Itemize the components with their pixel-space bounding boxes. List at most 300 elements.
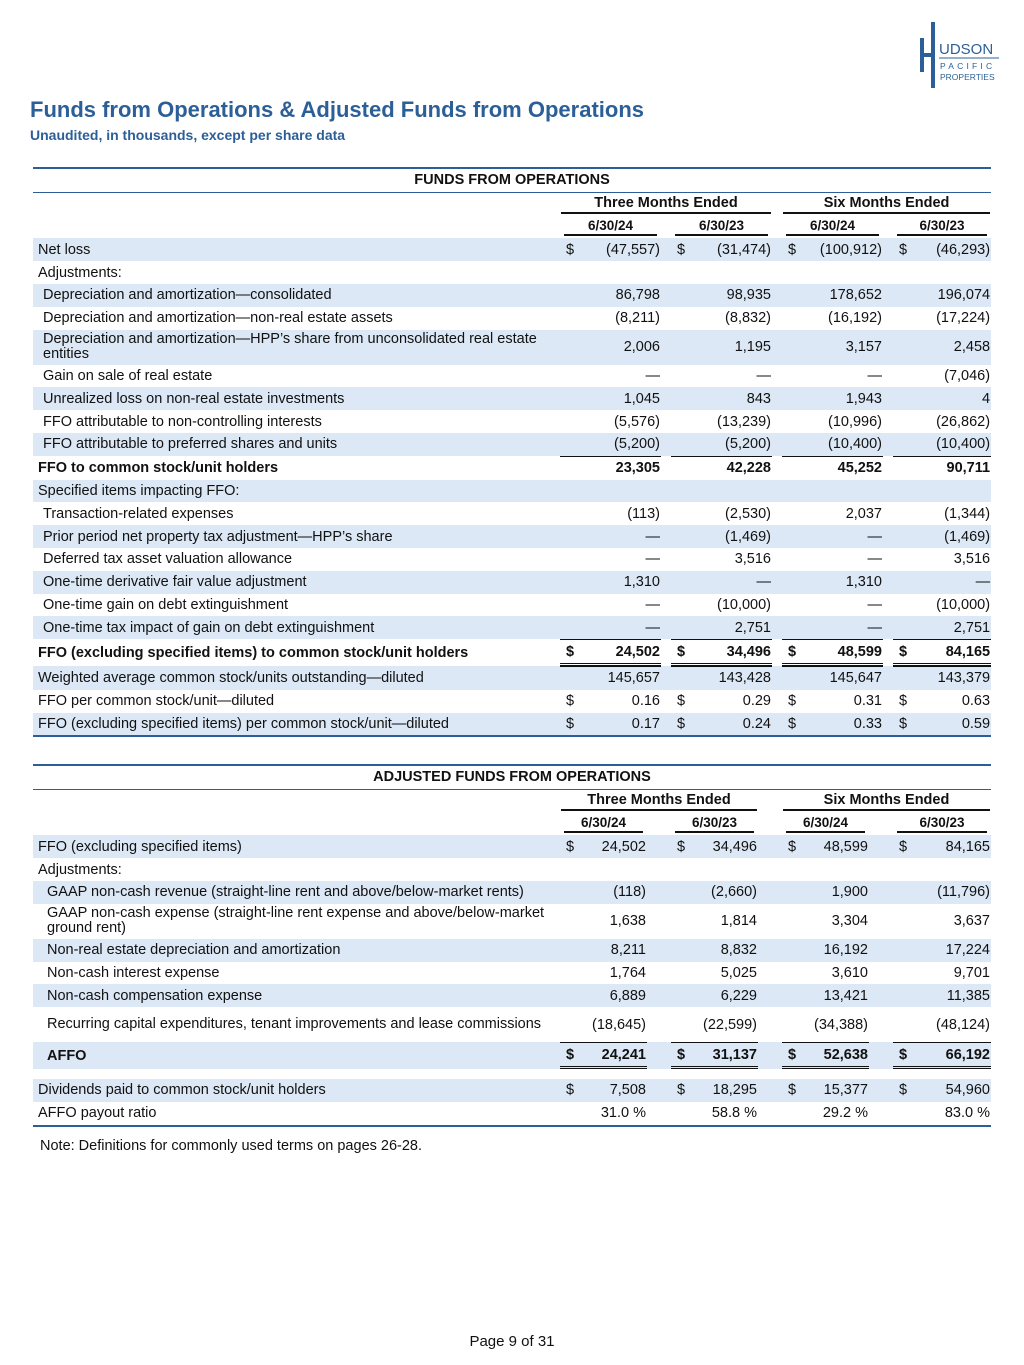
dollar-sign <box>560 525 580 548</box>
value-cell: — <box>802 616 883 639</box>
value-cell: — <box>645 596 660 613</box>
ffo-table-body <box>33 167 991 737</box>
dollar-sign <box>893 904 913 939</box>
dollar-sign <box>893 548 913 571</box>
dollar-sign: $ <box>566 693 575 710</box>
value-cell: 0.17 <box>580 713 661 738</box>
value-cell: 86,798 <box>580 284 661 307</box>
ffo-section-header-row <box>33 167 991 193</box>
dollar-sign <box>782 939 802 962</box>
value-cell: 1,310 <box>580 571 661 594</box>
value-cell: 31.0 % <box>580 1102 647 1127</box>
dollar-sign: $ <box>560 1042 580 1069</box>
value-cell <box>913 858 991 881</box>
value-cell: (26,862) <box>936 413 991 430</box>
value-cell: 196,074 <box>913 284 991 307</box>
dollar-sign <box>782 365 802 388</box>
dollar-sign: $ <box>788 693 797 710</box>
dollar-sign <box>560 984 580 1007</box>
dollar-sign: $ <box>899 693 908 710</box>
value-cell: 6,229 <box>691 984 758 1007</box>
value-cell: (10,400) <box>913 433 991 456</box>
dollar-sign <box>782 984 802 1007</box>
dollar-sign: $ <box>782 639 802 666</box>
logo-properties: PROPERTIES <box>940 72 995 82</box>
ffo-date-col: 6/30/23 <box>897 218 987 236</box>
dollar-sign <box>671 261 691 284</box>
value-cell: 83.0 % <box>913 1102 991 1127</box>
value-cell: (10,000) <box>936 596 991 613</box>
value-cell: 6,889 <box>580 984 647 1007</box>
value-cell: (10,400) <box>802 433 883 456</box>
value-cell: 8,211 <box>580 939 647 962</box>
value-cell: 145,657 <box>580 666 661 690</box>
dollar-sign <box>671 307 691 330</box>
dollar-sign <box>893 433 913 456</box>
ffo-table-row <box>33 594 991 617</box>
value-cell: (13,239) <box>716 413 771 430</box>
dollar-sign <box>560 939 580 962</box>
row-label: Transaction-related expenses <box>43 505 234 522</box>
value-cell: (2,530) <box>725 505 771 522</box>
dollar-sign <box>560 858 580 881</box>
value-cell: 2,006 <box>580 330 661 365</box>
value-cell: 58.8 % <box>691 1102 758 1127</box>
dollar-sign <box>782 410 802 433</box>
value-cell: 3,610 <box>831 964 868 981</box>
dollar-sign <box>893 387 913 410</box>
value-cell: 0.29 <box>742 693 771 710</box>
ffo-table-row <box>33 480 991 503</box>
ffo-table-row <box>33 616 991 639</box>
value-cell: 0.24 <box>691 713 772 738</box>
value-cell: (118) <box>580 881 647 904</box>
dollar-sign: $ <box>782 1042 802 1069</box>
dollar-sign <box>671 666 691 690</box>
ffo-period-group-row <box>33 193 991 216</box>
row-label: One-time gain on debt extinguishment <box>43 596 289 613</box>
ffo-table-row <box>33 456 991 480</box>
value-cell: — <box>913 571 991 594</box>
dollar-sign: $ <box>893 713 913 738</box>
logo-pacific: PACIFIC <box>940 61 996 71</box>
dollar-sign <box>782 858 802 881</box>
ffo-table-row <box>33 387 991 410</box>
dollar-sign: $ <box>893 238 913 261</box>
dollar-sign <box>893 858 913 881</box>
value-cell: (1,344) <box>944 505 991 522</box>
dollar-sign <box>782 594 802 617</box>
dollar-sign <box>671 480 691 503</box>
dollar-sign <box>893 365 913 388</box>
ffo-group-three-months: Three Months Ended <box>561 195 771 214</box>
dollar-sign: $ <box>677 693 686 710</box>
value-cell: 31,137 <box>691 1042 758 1069</box>
logo-word: UDSON <box>939 41 994 58</box>
value-cell: 1,045 <box>580 387 661 410</box>
ffo-table-row <box>33 548 991 571</box>
value-cell: (113) <box>627 505 660 522</box>
value-cell: — <box>645 367 660 384</box>
dollar-sign <box>893 962 913 985</box>
dollar-sign: $ <box>782 238 802 261</box>
affo-group-three-months: Three Months Ended <box>561 792 757 811</box>
dollar-sign: $ <box>671 1079 691 1102</box>
value-cell: 3,157 <box>802 330 883 365</box>
dollar-sign <box>893 261 913 284</box>
row-label: Dividends paid to common stock/unit holders <box>33 1079 552 1102</box>
dollar-sign <box>782 1007 802 1042</box>
ffo-table-row <box>33 284 991 307</box>
dollar-sign <box>782 548 802 571</box>
page-title: Funds from Operations & Adjusted Funds from Operations <box>30 97 644 122</box>
value-cell: 48,599 <box>802 835 869 858</box>
value-cell: 5,025 <box>720 964 757 981</box>
dollar-sign <box>893 502 913 525</box>
value-cell: 843 <box>691 387 772 410</box>
value-cell <box>802 261 883 284</box>
ffo-group-six-months: Six Months Ended <box>783 195 990 214</box>
value-cell: (5,200) <box>691 433 772 456</box>
dollar-sign <box>560 1007 580 1042</box>
dollar-sign: $ <box>782 835 802 858</box>
value-cell: 24,241 <box>580 1042 647 1069</box>
row-label: Non-cash compensation expense <box>33 984 552 1007</box>
value-cell: — <box>867 596 882 613</box>
dollar-sign <box>560 330 580 365</box>
value-cell: 143,428 <box>691 666 772 690</box>
affo-table-row <box>33 858 991 881</box>
dollar-sign <box>560 410 580 433</box>
dollar-sign <box>671 548 691 571</box>
value-cell: 84,165 <box>913 639 991 666</box>
value-cell: 1,943 <box>802 387 883 410</box>
value-cell: 2,751 <box>691 616 772 639</box>
dollar-sign <box>671 881 691 904</box>
dollar-sign: $ <box>893 639 913 666</box>
dollar-sign <box>671 904 691 939</box>
row-label: GAAP non-cash expense (straight-line rent expense and above/below-market ground rent) <box>47 905 545 937</box>
value-cell: (11,796) <box>913 881 991 904</box>
affo-date-col: 6/30/23 <box>675 815 754 833</box>
row-label: Specified items impacting FFO: <box>33 480 552 503</box>
dollar-sign: $ <box>671 713 691 738</box>
affo-date-col: 6/30/23 <box>897 815 987 833</box>
ffo-table-row <box>33 690 991 713</box>
value-cell: 48,599 <box>802 639 883 666</box>
value-cell: (1,469) <box>691 525 772 548</box>
affo-table <box>33 764 991 1127</box>
dollar-sign <box>560 261 580 284</box>
row-label: FFO attributable to non-controlling interests <box>43 413 322 430</box>
value-cell: 3,516 <box>734 551 771 568</box>
dollar-sign <box>782 616 802 639</box>
ffo-table-row <box>33 261 991 284</box>
value-cell: — <box>802 525 883 548</box>
value-cell: 1,195 <box>691 330 772 365</box>
affo-table-row <box>33 939 991 962</box>
row-label: FFO (excluding specified items) to common stock/unit holders <box>38 644 469 661</box>
ffo-table-row <box>33 666 991 690</box>
dollar-sign: $ <box>560 1079 580 1102</box>
dollar-sign <box>782 330 802 365</box>
affo-table-body <box>33 764 991 1127</box>
row-label: Adjustments: <box>38 861 122 878</box>
dollar-sign <box>560 616 580 639</box>
ffo-table-row <box>33 571 991 594</box>
value-cell: (17,224) <box>936 310 991 327</box>
dollar-sign <box>560 548 580 571</box>
value-cell: (2,660) <box>691 881 758 904</box>
dollar-sign <box>893 330 913 365</box>
affo-table-row <box>33 984 991 1007</box>
ffo-table-row <box>33 433 991 456</box>
hudson-pacific-logo <box>914 20 1004 90</box>
value-cell: (18,645) <box>591 1016 646 1033</box>
row-label: Unrealized loss on non-real estate investments <box>33 387 552 410</box>
ffo-date-col: 6/30/24 <box>786 218 879 236</box>
dollar-sign <box>671 365 691 388</box>
dollar-sign <box>782 962 802 985</box>
dollar-sign <box>782 881 802 904</box>
ffo-table-row <box>33 639 991 666</box>
dollar-sign <box>560 480 580 503</box>
dollar-sign: $ <box>560 835 580 858</box>
value-cell: 1,638 <box>609 913 646 930</box>
dollar-sign <box>671 502 691 525</box>
dollar-sign <box>893 1102 913 1127</box>
dollar-sign <box>560 666 580 690</box>
affo-section-title: ADJUSTED FUNDS FROM OPERATIONS <box>33 764 991 790</box>
dollar-sign <box>671 1007 691 1042</box>
dollar-sign <box>560 571 580 594</box>
spacer-row <box>33 1069 991 1079</box>
value-cell: (8,832) <box>725 310 771 327</box>
value-cell: 34,496 <box>691 835 758 858</box>
dollar-sign: $ <box>893 1042 913 1069</box>
ffo-table <box>33 167 991 737</box>
dollar-sign <box>671 387 691 410</box>
value-cell: 3,637 <box>953 913 990 930</box>
value-cell: 7,508 <box>580 1079 647 1102</box>
value-cell <box>691 261 772 284</box>
value-cell: 1,814 <box>720 913 757 930</box>
dollar-sign <box>560 387 580 410</box>
value-cell: 18,295 <box>691 1079 758 1102</box>
dollar-sign <box>782 307 802 330</box>
dollar-sign <box>782 571 802 594</box>
ffo-table-row <box>33 238 991 261</box>
affo-group-six-months: Six Months Ended <box>783 792 990 811</box>
value-cell: — <box>756 367 771 384</box>
dollar-sign <box>782 666 802 690</box>
ffo-table-row <box>33 525 991 548</box>
value-cell: 15,377 <box>802 1079 869 1102</box>
value-cell: 0.31 <box>853 693 882 710</box>
dollar-sign <box>671 456 691 480</box>
affo-date-row <box>33 813 991 836</box>
value-cell: 8,832 <box>691 939 758 962</box>
row-label: Depreciation and amortization—non-real estate assets <box>43 310 393 327</box>
value-cell: 90,711 <box>913 456 991 480</box>
row-label: FFO per common stock/unit—diluted <box>38 693 275 710</box>
value-cell: 24,502 <box>580 835 647 858</box>
dollar-sign <box>560 881 580 904</box>
row-label: FFO to common stock/unit holders <box>38 459 279 476</box>
value-cell: — <box>691 571 772 594</box>
dollar-sign <box>671 1102 691 1127</box>
row-label: Recurring capital expenditures, tenant improvements and lease commissions <box>47 1016 542 1033</box>
value-cell: 52,638 <box>802 1042 869 1069</box>
value-cell: 45,252 <box>802 456 883 480</box>
dollar-sign <box>560 307 580 330</box>
row-label: AFFO <box>33 1042 552 1069</box>
dollar-sign: $ <box>671 639 691 666</box>
value-cell: 4 <box>913 387 991 410</box>
value-cell <box>802 858 869 881</box>
affo-date-col: 6/30/24 <box>564 815 643 833</box>
value-cell: — <box>580 525 661 548</box>
dollar-sign <box>893 284 913 307</box>
ffo-table-row <box>33 307 991 330</box>
footnote: Note: Definitions for commonly used terms on pages 26-28. <box>40 1138 423 1154</box>
row-label: FFO (excluding specified items) per common stock/unit—diluted <box>33 713 552 738</box>
value-cell: 23,305 <box>580 456 661 480</box>
dollar-sign: $ <box>560 238 580 261</box>
value-cell: 178,652 <box>802 284 883 307</box>
value-cell: 0.33 <box>802 713 883 738</box>
value-cell: (47,557) <box>580 238 661 261</box>
dollar-sign <box>671 616 691 639</box>
dollar-sign <box>671 571 691 594</box>
value-cell: 54,960 <box>913 1079 991 1102</box>
row-label: Weighted average common stock/units outstanding—diluted <box>33 666 552 690</box>
dollar-sign <box>782 284 802 307</box>
dollar-sign <box>782 1102 802 1127</box>
value-cell: (7,046) <box>944 367 991 384</box>
dollar-sign <box>560 904 580 939</box>
dollar-sign <box>560 456 580 480</box>
dollar-sign <box>893 616 913 639</box>
dollar-sign <box>782 433 802 456</box>
ffo-date-col: 6/30/23 <box>675 218 768 236</box>
value-cell <box>913 261 991 284</box>
value-cell: (5,200) <box>580 433 661 456</box>
row-label: AFFO payout ratio <box>33 1102 552 1127</box>
affo-period-group-row <box>33 790 991 813</box>
affo-table-row <box>33 835 991 858</box>
dollar-sign <box>893 410 913 433</box>
page-number: Page 9 of 31 <box>469 1333 555 1350</box>
dollar-sign <box>560 433 580 456</box>
value-cell: 34,496 <box>691 639 772 666</box>
dollar-sign: $ <box>782 1079 802 1102</box>
row-label: Adjustments: <box>38 264 122 281</box>
dollar-sign <box>671 594 691 617</box>
ffo-date-row <box>33 216 991 239</box>
value-cell: 42,228 <box>691 456 772 480</box>
dollar-sign: $ <box>560 639 580 666</box>
value-cell: (34,388) <box>813 1016 868 1033</box>
dollar-sign <box>560 962 580 985</box>
row-label: GAAP non-cash revenue (straight-line rent and above/below-market rents) <box>33 881 552 904</box>
value-cell: 2,458 <box>913 330 991 365</box>
row-label: One-time tax impact of gain on debt extinguishment <box>33 616 552 639</box>
value-cell: 0.63 <box>961 693 991 710</box>
row-label: Non-cash interest expense <box>47 964 220 981</box>
dollar-sign <box>560 1102 580 1127</box>
value-cell: (46,293) <box>913 238 991 261</box>
dollar-sign: $ <box>671 835 691 858</box>
row-label: Non-real estate depreciation and amortization <box>33 939 552 962</box>
ffo-table-row <box>33 502 991 525</box>
value-cell: 1,764 <box>609 964 646 981</box>
value-cell: (31,474) <box>691 238 772 261</box>
dollar-sign <box>782 904 802 939</box>
value-cell: (48,124) <box>935 1016 990 1033</box>
affo-section-header-row <box>33 764 991 790</box>
value-cell: 16,192 <box>802 939 869 962</box>
ffo-table-row <box>33 330 991 365</box>
dollar-sign <box>893 571 913 594</box>
value-cell <box>580 858 647 881</box>
value-cell: (22,599) <box>702 1016 757 1033</box>
dollar-sign <box>893 594 913 617</box>
row-label: Gain on sale of real estate <box>43 367 213 384</box>
dollar-sign <box>782 502 802 525</box>
row-label: Depreciation and amortization—consolidated <box>33 284 552 307</box>
dollar-sign <box>782 261 802 284</box>
dollar-sign <box>560 594 580 617</box>
value-cell: 24,502 <box>580 639 661 666</box>
dollar-sign <box>671 433 691 456</box>
value-cell: 17,224 <box>913 939 991 962</box>
value-cell: 145,647 <box>802 666 883 690</box>
value-cell: 9,701 <box>953 964 990 981</box>
dollar-sign <box>671 525 691 548</box>
dollar-sign <box>893 480 913 503</box>
dollar-sign <box>560 365 580 388</box>
dollar-sign <box>782 525 802 548</box>
dollar-sign <box>782 480 802 503</box>
dollar-sign <box>893 939 913 962</box>
value-cell <box>580 261 661 284</box>
affo-date-col: 6/30/24 <box>786 815 865 833</box>
dollar-sign <box>560 284 580 307</box>
page-subtitle: Unaudited, in thousands, except per share data <box>30 127 346 143</box>
value-cell: — <box>867 551 882 568</box>
value-cell: (10,996) <box>827 413 882 430</box>
value-cell: 143,379 <box>913 666 991 690</box>
dollar-sign: $ <box>671 238 691 261</box>
dollar-sign <box>893 307 913 330</box>
value-cell <box>580 480 661 503</box>
row-label: Prior period net property tax adjustment—HPP’s share <box>33 525 552 548</box>
row-label: FFO (excluding specified items) <box>33 835 552 858</box>
dollar-sign <box>671 410 691 433</box>
dollar-sign <box>893 984 913 1007</box>
dollar-sign <box>671 330 691 365</box>
row-label: Net loss <box>33 238 552 261</box>
value-cell: (10,000) <box>716 596 771 613</box>
dollar-sign <box>671 962 691 985</box>
affo-table-row <box>33 904 991 939</box>
ffo-table-row <box>33 410 991 433</box>
dollar-sign: $ <box>782 713 802 738</box>
value-cell: (1,469) <box>913 525 991 548</box>
value-cell: 1,900 <box>802 881 869 904</box>
value-cell: 3,304 <box>831 913 868 930</box>
